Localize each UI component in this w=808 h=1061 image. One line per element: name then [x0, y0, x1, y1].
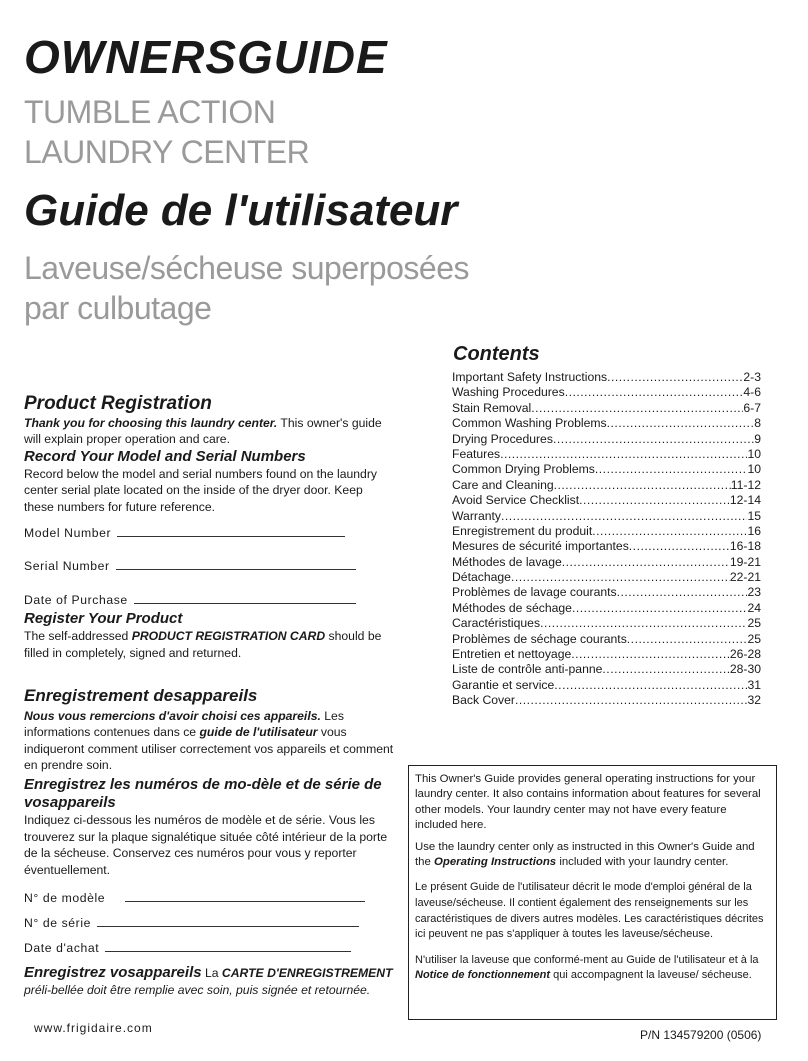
toc-item-label: Common Washing Problems	[452, 416, 607, 431]
toc-dot-leader	[562, 555, 730, 570]
enregistrez-appareils-text: préli-bellée doit être remplie avec soin, puis signée et retournée.	[24, 983, 371, 998]
notice-en-usage: Use the laundry center only as instructed in this Owner's Guide and the Operating Instructions included with your laundry center.	[415, 840, 755, 869]
toc-item-pages: 10	[747, 446, 761, 461]
numero-serie-label: N° de série	[24, 915, 92, 930]
contents-heading: Contents	[453, 343, 540, 365]
toc-dot-leader	[629, 539, 730, 554]
toc-dot-leader	[540, 616, 747, 631]
operating-instructions-name: Operating Instructions	[434, 856, 557, 869]
numero-modele-field[interactable]	[24, 890, 394, 907]
notice-box	[408, 765, 777, 1020]
toc-item[interactable]	[452, 493, 761, 508]
toc-item[interactable]	[452, 601, 761, 616]
toc-item-label: Méthodes de séchage	[452, 600, 572, 615]
toc-dot-leader	[595, 462, 748, 477]
toc-item-pages: 10	[747, 462, 761, 477]
date-achat-field[interactable]	[24, 940, 394, 957]
toc-item-pages: 23	[747, 585, 761, 600]
toc-dot-leader	[572, 601, 748, 616]
toc-item-label: Common Drying Problems	[452, 462, 595, 477]
enregistrement-heading: Enregistrement desappareils	[24, 686, 258, 705]
enregistrement-intro: Nous vous remercions d'avoir choisi ces appareils. Les informations contenues dans ce guide de l'utilisateur vous indiqueront comment utiliser correctement vos appareils et comment en prendre soin.	[24, 708, 394, 773]
toc-item-label: Washing Procedures	[452, 385, 565, 400]
toc-item-label: Stain Removal	[452, 400, 532, 415]
part-number: P/N 134579200 (0506)	[640, 1028, 762, 1042]
toc-item-pages: 22-21	[729, 570, 761, 585]
registration-card-name: PRODUCT REGISTRATION CARD	[131, 629, 326, 644]
toc-item[interactable]	[452, 462, 761, 477]
toc-item-pages: 6-7	[743, 400, 761, 415]
toc-dot-leader	[579, 493, 730, 508]
table-of-contents	[452, 370, 761, 709]
toc-item[interactable]	[452, 693, 761, 708]
toc-item-pages: 31	[747, 677, 761, 692]
guide-utilisateur-title: Guide de l'utilisateur	[24, 186, 458, 235]
toc-item-label: Problèmes de lavage courants	[452, 585, 617, 600]
enregistrement-section	[24, 688, 394, 999]
notice-fonctionnement-name: Notice de fonctionnement	[415, 969, 551, 982]
toc-item[interactable]	[452, 524, 761, 539]
toc-item-pages: 16	[747, 523, 761, 538]
toc-item[interactable]	[452, 678, 761, 693]
enregistrez-numeros-heading: Enregistrez les numéros de mo-dèle et de série de vosappareils	[24, 775, 382, 811]
toc-item-label: Garantie et service	[452, 677, 555, 692]
toc-item-pages: 28-30	[729, 662, 761, 677]
fr-subtitle-line1: Laveuse/sécheuse superposées	[24, 250, 469, 286]
toc-dot-leader	[607, 416, 755, 431]
registration-intro	[24, 415, 394, 448]
numero-modele-label: N° de modèle	[24, 891, 106, 906]
record-numbers-text: Record below the model and serial numbers found on the laundry center serial plate located on the inside of the dryer door. Keep these numbers for future reference.	[24, 466, 377, 514]
toc-item-pages: 4-6	[743, 385, 761, 400]
toc-item-pages: 24	[747, 600, 761, 615]
toc-dot-leader	[531, 401, 743, 416]
product-registration-section	[24, 393, 394, 662]
toc-item[interactable]	[452, 662, 761, 677]
toc-item[interactable]	[452, 632, 761, 647]
toc-item-pages: 8	[754, 416, 761, 431]
date-of-purchase-label: Date of Purchase	[24, 592, 128, 607]
product-subtitle-line1: TUMBLE ACTION	[24, 94, 276, 130]
toc-item-label: Détachage	[452, 570, 511, 585]
toc-dot-leader	[592, 524, 747, 539]
toc-item-pages: 15	[747, 508, 761, 523]
numero-serie-field[interactable]	[24, 915, 394, 932]
toc-item-label: Liste de contrôle anti-panne	[452, 662, 603, 677]
toc-item[interactable]	[452, 509, 761, 524]
date-of-purchase-field[interactable]	[24, 592, 394, 609]
toc-dot-leader	[602, 662, 729, 677]
toc-item-pages: 19-21	[729, 554, 761, 569]
toc-item-label: Warranty	[452, 508, 501, 523]
toc-dot-leader	[511, 570, 730, 585]
toc-dot-leader	[554, 678, 747, 693]
guide-explain-text: This owner's guide will explain proper operation and care.	[24, 415, 382, 447]
enregistrez-appareils-block: Enregistrez vosappareils La CARTE D'ENREGISTREMENT préli-bellée doit être remplie avec soin, puis signée et retournée.	[24, 964, 393, 998]
model-number-field[interactable]	[24, 525, 394, 542]
toc-dot-leader	[571, 647, 730, 662]
model-number-label: Model Number	[24, 525, 112, 540]
website-link[interactable]: www.frigidaire.com	[34, 1021, 153, 1035]
toc-item-label: Problèmes de séchage courants	[452, 631, 627, 646]
toc-dot-leader	[553, 432, 754, 447]
toc-item-label: Mesures de sécurité importantes	[452, 539, 629, 554]
thanks-text: Thank you for choosing this laundry center.	[24, 415, 278, 430]
toc-dot-leader	[565, 385, 744, 400]
toc-item[interactable]	[452, 401, 761, 416]
toc-dot-leader	[627, 632, 748, 647]
toc-item-label: Features	[452, 446, 501, 461]
notice-fr-usage: N'utiliser la laveuse que conformé-ment au Guide de l'utilisateur et à la Notice de fonctionnement qui accompagnent la laveuse/ sécheuse.	[415, 953, 759, 982]
toc-item-label: Méthodes de lavage	[452, 554, 562, 569]
toc-item-pages: 32	[747, 693, 761, 708]
toc-item[interactable]	[452, 416, 761, 431]
toc-item[interactable]	[452, 539, 761, 554]
enregistrez-appareils-heading: Enregistrez vosappareils	[24, 964, 202, 982]
enregistrez-numeros-text: Indiquez ci-dessous les numéros de modèle et de série. Vous les trouverez sur la plaque signalétique située côté intérieur de la porte de la sécheuse. Conservez ces numéros pour vous y reporter éventuellement.	[24, 812, 388, 877]
fr-subtitle-line2: par culbutage	[24, 290, 212, 326]
toc-item-label: Important Safety Instructions	[452, 370, 608, 384]
toc-item[interactable]	[452, 647, 761, 662]
toc-item-label: Caractéristiques	[452, 616, 541, 631]
toc-item-label: Avoid Service Checklist	[452, 493, 580, 508]
toc-item[interactable]	[452, 385, 761, 400]
carte-enregistrement-name: CARTE D'ENREGISTREMENT	[221, 966, 393, 981]
toc-item-pages: 11-12	[730, 477, 761, 492]
toc-item[interactable]	[452, 585, 761, 600]
toc-item-label: Drying Procedures	[452, 431, 553, 446]
record-numbers-heading: Record Your Model and Serial Numbers	[24, 447, 306, 465]
toc-item-label: Care and Cleaning	[452, 477, 554, 492]
toc-item-pages: 12-14	[729, 493, 761, 508]
serial-number-label: Serial Number	[24, 559, 110, 574]
toc-item-label: Enregistrement du produit	[452, 523, 593, 538]
toc-dot-leader	[501, 509, 747, 524]
toc-item-pages: 25	[747, 616, 761, 631]
serial-number-field[interactable]	[24, 558, 394, 575]
toc-dot-leader	[617, 585, 748, 600]
toc-item[interactable]	[452, 478, 761, 493]
toc-item-pages: 16-18	[729, 539, 761, 554]
register-product-heading: Register Your Product	[24, 610, 183, 628]
product-subtitle-line2: LAUNDRY CENTER	[24, 134, 310, 170]
register-product-text: The self-addressed PRODUCT REGISTRATION CARD should be filled in completely, signed and returned.	[24, 629, 382, 660]
toc-item[interactable]	[452, 570, 761, 585]
notice-en-general: This Owner's Guide provides general operating instructions for your laundry center. It also contains information about features for several other models. Your laundry center may not have every feature included here.	[415, 773, 761, 832]
toc-item-pages: 2-3	[743, 370, 761, 384]
date-achat-label: Date d'achat	[24, 940, 100, 955]
toc-item-pages: 9	[754, 431, 761, 446]
toc-dot-leader	[554, 478, 731, 493]
owners-guide-title: OWNERSGUIDE	[24, 31, 388, 83]
product-registration-heading: Product Registration	[24, 393, 212, 414]
toc-item[interactable]	[452, 616, 761, 631]
toc-item-label: Entretien et nettoyage	[452, 647, 572, 662]
notice-fr-general: Le présent Guide de l'utilisateur décrit le mode d'emploi général de la laveuse/sécheuse. Il contient également des renseignements sur les caractéristiques de divers autres modèles. Les caractéristiques décrites ici peuvent ne pas s'appliquer à toutes les laveuse/sécheuse.	[415, 881, 764, 941]
toc-item-pages: 25	[747, 631, 761, 646]
toc-dot-leader	[500, 447, 747, 462]
toc-item[interactable]	[452, 370, 761, 385]
toc-dot-leader	[515, 693, 747, 708]
toc-item-pages: 26-28	[729, 647, 761, 662]
toc-item[interactable]	[452, 447, 761, 462]
toc-item-label: Back Cover	[452, 693, 515, 708]
toc-dot-leader	[607, 370, 743, 385]
toc-item[interactable]	[452, 555, 761, 570]
toc-item[interactable]	[452, 432, 761, 447]
